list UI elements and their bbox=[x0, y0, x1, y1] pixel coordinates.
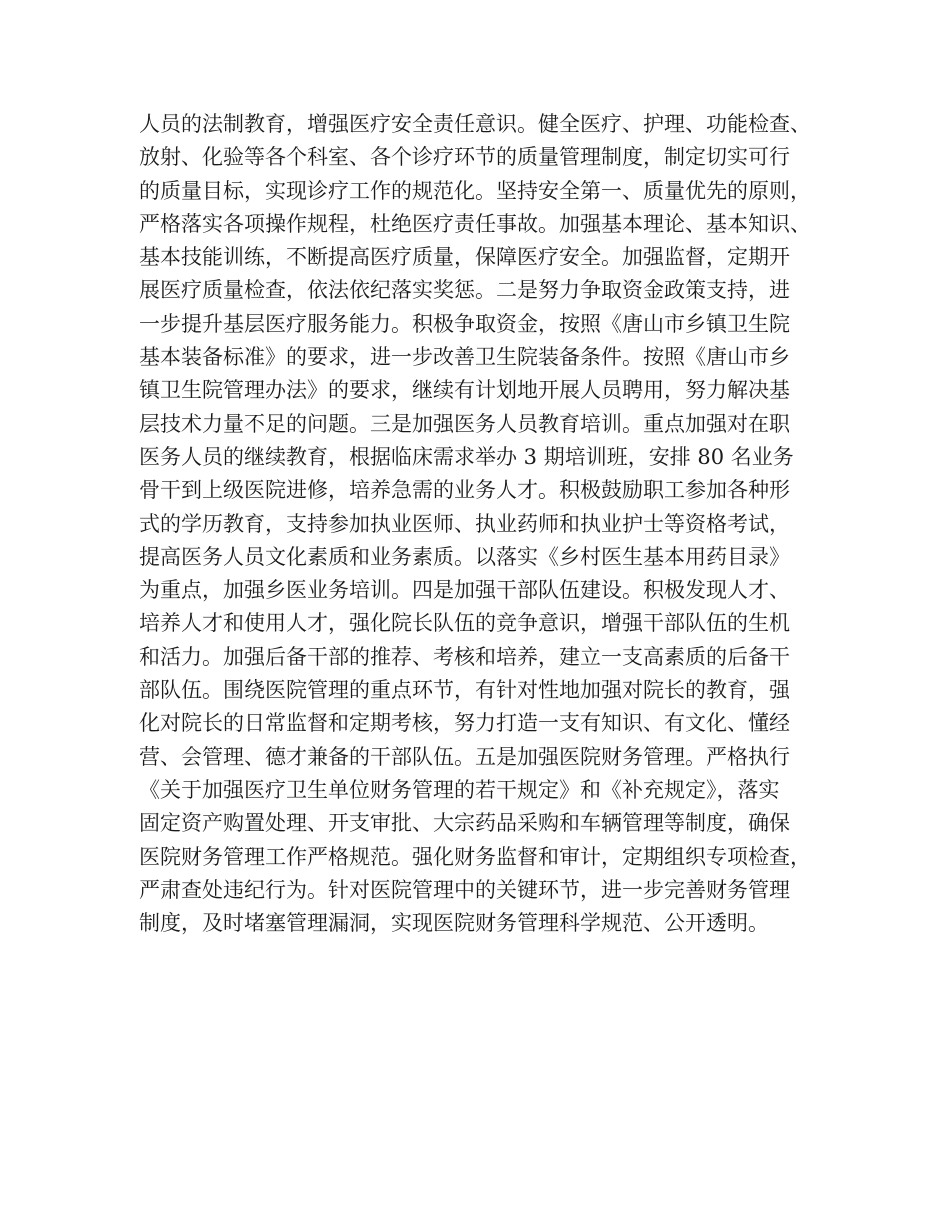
text-line: 展医疗质量检查，依法依纪落实奖惩。二是努力争取资金政策支持，进 bbox=[139, 278, 790, 303]
text-line: 镇卫生院管理办法》的要求，继续有计划地开展人员聘用，努力解决基 bbox=[139, 378, 790, 403]
text-line: 式的学历教育，支持参加执业医师、执业药师和执业护士等资格考试， bbox=[139, 511, 790, 536]
text-line: 基本技能训练，不断提高医疗质量，保障医疗安全。加强监督，定期开 bbox=[139, 245, 790, 270]
text-line: 《关于加强医疗卫生单位财务管理的若干规定》和《补充规定》，落实 bbox=[139, 777, 780, 802]
text-line: 提高医务人员文化素质和业务素质。以落实《乡村医生基本用药目录》 bbox=[139, 544, 790, 569]
text-line: 严格落实各项操作规程，杜绝医疗责任事故。加强基本理论、基本知识、 bbox=[139, 211, 811, 236]
text-line: 的质量目标，实现诊疗工作的规范化。坚持安全第一、质量优先的原则， bbox=[139, 178, 811, 203]
body-paragraph bbox=[139, 108, 839, 940]
text-line: 和活力。加强后备干部的推荐、考核和培养，建立一支高素质的后备干 bbox=[139, 644, 790, 669]
text-line: 层技术力量不足的问题。三是加强医务人员教育培训。重点加强对在职 bbox=[139, 411, 790, 436]
text-line: 一步提升基层医疗服务能力。积极争取资金，按照《唐山市乡镇卫生院 bbox=[139, 311, 790, 336]
text-line: 化对院长的日常监督和定期考核，努力打造一支有知识、有文化、懂经 bbox=[139, 711, 790, 736]
text-line: 培养人才和使用人才，强化院长队伍的竞争意识，增强干部队伍的生机 bbox=[139, 611, 790, 636]
text-line: 医院财务管理工作严格规范。强化财务监督和审计，定期组织专项检查， bbox=[139, 844, 811, 869]
text-line: 人员的法制教育，增强医疗安全责任意识。健全医疗、护理、功能检查、 bbox=[139, 112, 811, 136]
text-line: 基本装备标准》的要求，进一步改善卫生院装备条件。按照《唐山市乡 bbox=[139, 345, 790, 370]
text-line: 固定资产购置处理、开支审批、大宗药品采购和车辆管理等制度，确保 bbox=[139, 811, 790, 836]
text-line: 部队伍。围绕医院管理的重点环节，有针对性地加强对院长的教育，强 bbox=[139, 678, 790, 703]
text-line: 骨干到上级医院进修，培养急需的业务人才。积极鼓励职工参加各种形 bbox=[139, 478, 790, 503]
text-line: 制度，及时堵塞管理漏洞，实现医院财务管理科学规范、公开透明。 bbox=[139, 911, 769, 936]
text-line: 营、会管理、德才兼备的干部队伍。五是加强医院财务管理。严格执行 bbox=[139, 744, 790, 769]
text-line: 医务人员的继续教育，根据临床需求举办 3 期培训班，安排 80 名业务 bbox=[139, 444, 794, 469]
text-line: 为重点，加强乡医业务培训。四是加强干部队伍建设。积极发现人才、 bbox=[139, 578, 790, 603]
text-line: 放射、化验等各个科室、各个诊疗环节的质量管理制度，制定切实可行 bbox=[139, 145, 790, 170]
text-line: 严肃查处违纪行为。针对医院管理中的关键环节，进一步完善财务管理 bbox=[139, 877, 790, 902]
